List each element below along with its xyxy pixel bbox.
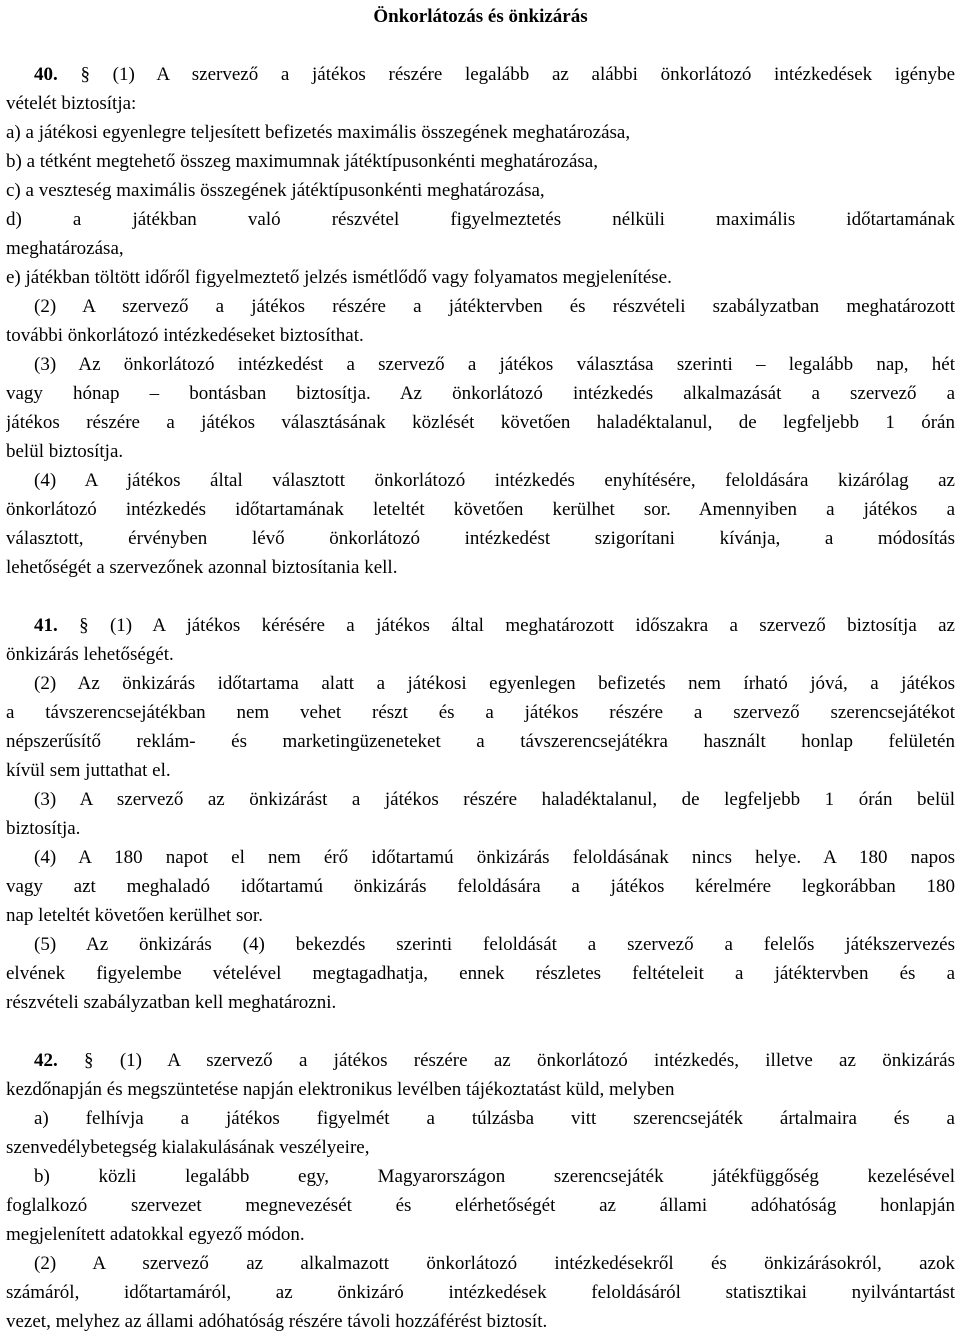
text-line: további önkorlátozó intézkedéseket biztosíthat. <box>6 325 364 346</box>
section-gap <box>6 582 955 611</box>
paragraph-start: (2) A szervező a játékos részére a játéktervben és részvételi szabályzatban meghatározott <box>34 296 955 317</box>
section-number: 40. <box>34 64 58 85</box>
paragraph-start: (3) Az önkorlátozó intézkedést a szervező a játékos választása szerinti – legalább nap, hét <box>34 354 955 375</box>
list-item: a) felhívja a játékos figyelmét a túlzásba vitt szerencsejáték ártalmaira és a <box>34 1108 955 1129</box>
text-span: § (1) A szervező a játékos részére legalább az alábbi önkorlátozó intézkedések igénybe <box>80 64 955 85</box>
paragraph-start: (2) A szervező az alkalmazott önkorlátozó intézkedésekről és önkizárásokról, azok <box>34 1253 955 1274</box>
text-line: biztosítja. <box>6 818 81 839</box>
text-line: választott, érvényben lévő önkorlátozó intézkedést szigorítani kívánja, a módosítás <box>6 528 955 549</box>
list-item: d) a játékban való részvétel figyelmeztetés nélküli maximális időtartamának <box>6 209 955 230</box>
text-span: § (1) A játékos kérésére a játékos által meghatározott időszakra a szervező biztosítja az <box>79 615 955 636</box>
section-42 <box>6 1046 955 1336</box>
text-line: számáról, időtartamáról, az önkizáró intézkedések feloldásáról statisztikai nyilvántartást <box>6 1282 955 1303</box>
text-line: megjelenített adatokkal egyező módon. <box>6 1224 305 1245</box>
section-41 <box>6 611 955 1017</box>
text-line <box>6 60 955 89</box>
list-item: b) a tétként megtehető összeg maximumnak játéktípusonkénti meghatározása, <box>6 151 598 172</box>
text-line: népszerűsítő reklám- és marketingüzeneteket a távszerencsejátékra használt honlap felületén <box>6 731 955 752</box>
list-item: a) a játékosi egyenlegre teljesített befizetés maximális összegének meghatározása, <box>6 122 631 143</box>
text-line: vezet, melyhez az állami adóhatóság részére távoli hozzáférést biztosít. <box>6 1311 548 1332</box>
text-line: önkizárás lehetőségét. <box>6 644 174 665</box>
page-title: Önkorlátozás és önkizárás <box>373 6 588 27</box>
text-line: kezdőnapján és megszüntetése napján elektronikus levélben tájékoztatást küld, melyben <box>6 1079 675 1100</box>
section-40 <box>6 60 955 582</box>
text-line: lehetőségét a szervezőnek azonnal biztosítania kell. <box>6 557 398 578</box>
text-line <box>6 1046 955 1075</box>
text-line: foglalkozó szervezet megnevezését és elérhetőségét az állami adóhatóság honlapján <box>6 1195 955 1216</box>
section-number: 41. <box>34 615 58 636</box>
text-line: önkorlátozó intézkedés időtartamának leteltét követően kerülhet sor. Amennyiben a játékos a <box>6 499 955 520</box>
text-line: elvének figyelembe vételével megtagadhatja, ennek részletes feltételeit a játéktervben és a <box>6 963 955 984</box>
text-line: szenvedélybetegség kialakulásának veszélyeire, <box>6 1137 370 1158</box>
paragraph-start: (3) A szervező az önkizárást a játékos részére haladéktalanul, de legfeljebb 1 órán belül <box>34 789 955 810</box>
paragraph-start: (5) Az önkizárás (4) bekezdés szerinti feloldását a szervező a felelős játékszervezés <box>34 934 955 955</box>
paragraph-start: (4) A játékos által választott önkorlátozó intézkedés enyhítésére, feloldására kizárólag az <box>34 470 955 491</box>
text-line: kívül sem juttathat el. <box>6 760 171 781</box>
section-gap <box>6 1017 955 1046</box>
text-line: a távszerencsejátékban nem vehet részt és a játékos részére a szervező szerencsejátékot <box>6 702 955 723</box>
paragraph-start: (4) A 180 napot el nem érő időtartamú önkizárás feloldásának nincs helye. A 180 napos <box>34 847 955 868</box>
text-line: belül biztosítja. <box>6 441 124 462</box>
text-span: § (1) A szervező a játékos részére az önkorlátozó intézkedés, illetve az önkizárás <box>84 1050 955 1071</box>
text-line: nap leteltét követően kerülhet sor. <box>6 905 263 926</box>
list-item: e) játékban töltött időről figyelmeztető jelzés ismétlődő vagy folyamatos megjelenítése. <box>6 267 672 288</box>
text-line <box>6 611 955 640</box>
text-line: vagy hónap – bontásban biztosítja. Az önkorlátozó intézkedés alkalmazását a szervező a <box>6 383 955 404</box>
text-line: játékos részére a játékos választásának közlését követően haladéktalanul, de legfeljebb 1 órán <box>6 412 955 433</box>
paragraph-start: (2) Az önkizárás időtartama alatt a játékosi egyenlegen befizetés nem írható jóvá, a játékos <box>34 673 955 694</box>
list-item: b) közli legalább egy, Magyarországon szerencsejáték játékfüggőség kezelésével <box>34 1166 955 1187</box>
list-item: c) a veszteség maximális összegének játéktípusonkénti meghatározása, <box>6 180 545 201</box>
section-number: 42. <box>34 1050 58 1071</box>
text-line: vételét biztosítja: <box>6 93 137 114</box>
text-line: meghatározása, <box>6 238 124 259</box>
text-line: részvételi szabályzatban kell meghatározni. <box>6 992 337 1013</box>
text-line: vagy azt meghaladó időtartamú önkizárás feloldására a játékos kérelmére legkorábban 180 <box>6 876 955 897</box>
